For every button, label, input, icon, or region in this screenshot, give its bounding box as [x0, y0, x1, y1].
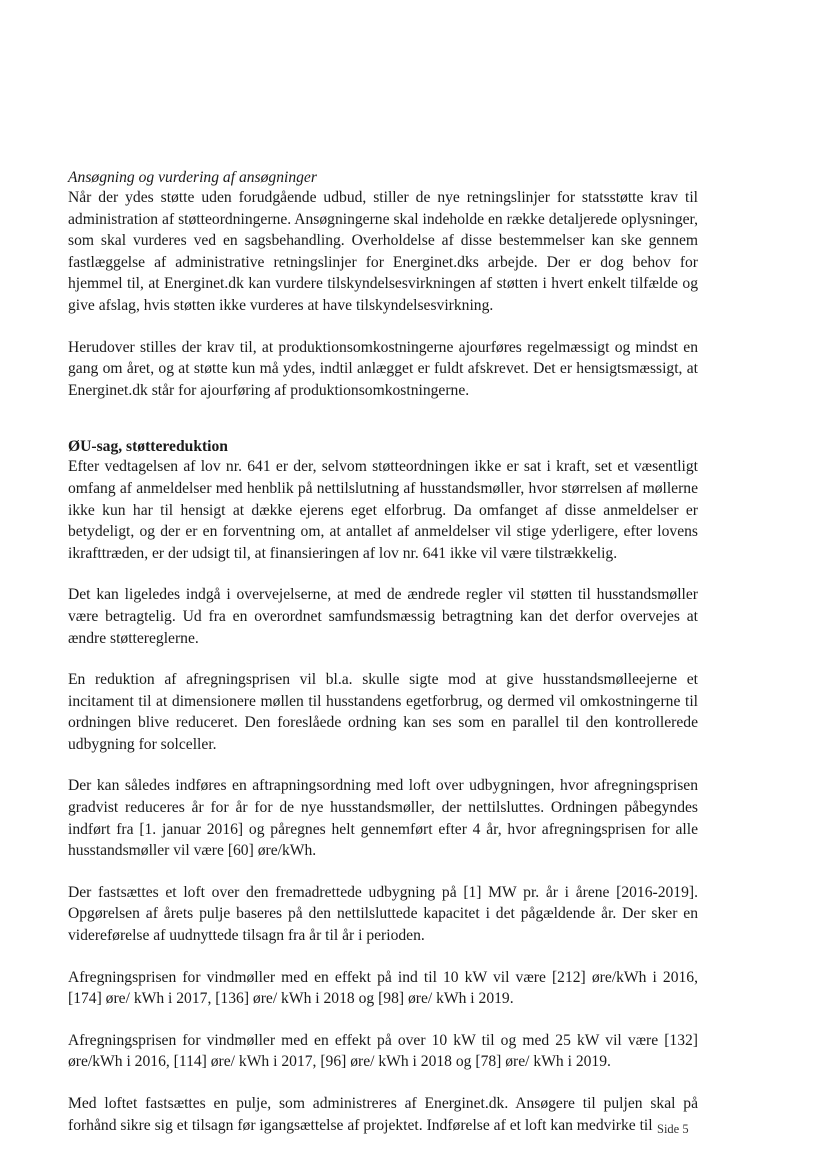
paragraph: En reduktion af afregningsprisen vil bl.a. skulle sigte mod at give husstandsmølleejerne et incitament til at dimensionere møllen til husstandens egetforbrug, og dermed vil omkostningerne til ordningen blive reduceret. Den foreslåede ordning kan ses som en parallel til den kontrollerede udbygning for solceller. [68, 671, 698, 753]
paragraph: Afregningsprisen for vindmøller med en effekt på ind til 10 kW vil være [212] øre/kWh i 2016, [174] øre/ kWh i 2017, [136] øre/ kWh i 2018 og [98] øre/ kWh i 2019. [68, 968, 698, 1008]
paragraph: Efter vedtagelsen af lov nr. 641 er der, selvom støtteordningen ikke er sat i kraft, set et væsentligt omfang af anmeldelser med henblik på nettilslutning af husstandsmøller, hvor størrelsen af møllerne ikke kun har til hensigt at dække ejerens eget elforbrug. Da omfanget af disse anmeldelser er betydeligt, og der er en forventning om, at antallet af anmeldelser vil stige yderligere, efter lovens ikrafttræden, er der udsigt til, at finansieringen af lov nr. 641 ikke vil være tilstrækkelig. [68, 458, 698, 562]
paragraph: Det kan ligeledes indgå i overvejelserne, at med de ændrede regler vil støtten til husstandsmøller være betragtelig. Ud fra en overordnet samfundsmæssig betragtning kan det derfor overvejes at ændre støttereglerne. [68, 586, 698, 647]
paragraph: Der fastsættes et loft over den fremadrettede udbygning på [1] MW pr. år i årene [2016-2019]. Opgørelsen af årets pulje baseres på den nettilsluttede kapacitet i det pågældende år. Der sker en videreførelse af uudnyttede tilsagn fra år til år i perioden. [68, 883, 698, 945]
paragraph: Afregningsprisen for vindmøller med en effekt på over 10 kW til og med 25 kW vil være [132] øre/kWh i 2016, [114] øre/ kWh i 2017, [96] øre/ kWh i 2018 og [78] øre/ kWh i 2019. [68, 1031, 698, 1071]
paragraph: Med loftet fastsættes en pulje, som administreres af Energinet.dk. Ansøgere til puljen skal på forhånd sikre sig et tilsagn før igangsættelse af projektet. Indførelse af et loft kan medvirke til [68, 1095, 698, 1134]
paragraph: Når der ydes støtte uden forudgående udbud, stiller de nye retningslinjer for statsstøtte krav til administration af støtteordningerne. Ansøgningerne skal indeholde en række detaljerede oplysninger, som skal vurderes ved en sagsbehandling. Overholdelse af disse bestemmelser kan ske gennem fastlæggelse af administrative retningslinjer for Energinet.dks arbejde. Der er dog behov for hjemmel til, at Energinet.dk kan vurdere tilskyndelsesvirkningen af støtten i hvert enkelt tilfælde og give afslag, hvis støtten ikke vurderes at have tilskyndelsesvirkning. [68, 189, 698, 314]
page-number: Side 5 [657, 1122, 689, 1136]
paragraph: Der kan således indføres en aftrapningsordning med loft over udbygningen, hvor afregningsprisen gradvist reduceres år for år for de nye husstandsmøller, der nettilsluttes. Ordningen påbegyndes indført fra [1. januar 2016] og påregnes helt gennemført efter 4 år, hvor afregningsprisen for alle husstandsmøller vil være [60] øre/kWh. [68, 777, 698, 860]
section-heading-support-reduction: ØU-sag, støttereduktion [68, 438, 228, 456]
document-page [68, 168, 698, 1136]
paragraph: Herudover stilles der krav til, at produktionsomkostningerne ajourføres regelmæssigt og mindst en gang om året, og at støtte kun må ydes, indtil anlægget er fuldt afskrevet. Det er hensigtsmæssigt, at Energinet.dk står for ajourføring af produktionsomkostningerne. [68, 338, 698, 399]
section-heading-application: Ansøgning og vurdering af ansøgninger [68, 169, 317, 186]
